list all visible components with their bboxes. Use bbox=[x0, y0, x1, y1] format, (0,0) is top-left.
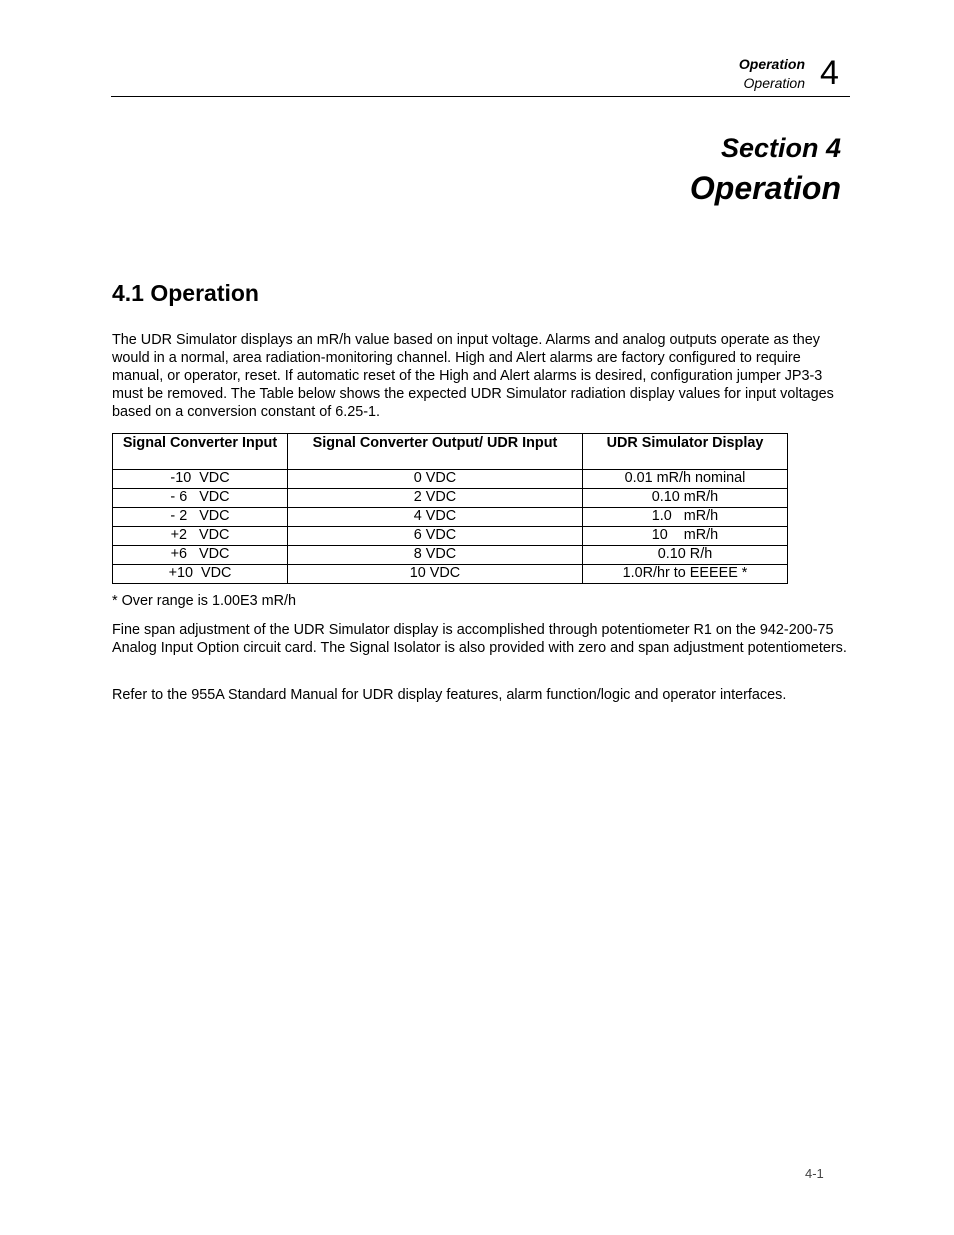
table-cell: 8 VDC bbox=[288, 546, 583, 565]
table-cell: - 6 VDC bbox=[113, 489, 288, 508]
table-header-row bbox=[113, 434, 788, 470]
section-title: Operation bbox=[689, 170, 841, 206]
table-row bbox=[113, 508, 788, 527]
table-cell: 0 VDC bbox=[288, 470, 583, 489]
table-cell: 6 VDC bbox=[288, 527, 583, 546]
table-header-cell: Signal Converter Output/ UDR Input bbox=[288, 434, 583, 470]
table-header-cell: Signal Converter Input bbox=[113, 434, 288, 470]
table-header-cell: UDR Simulator Display bbox=[583, 434, 788, 470]
running-header-section: Operation bbox=[743, 75, 805, 91]
table-cell: -10 VDC bbox=[113, 470, 288, 489]
table-row bbox=[113, 489, 788, 508]
header-rule bbox=[111, 96, 850, 97]
table-cell: +10 VDC bbox=[113, 565, 288, 584]
table-cell: 0.01 mR/h nominal bbox=[583, 470, 788, 489]
table-cell: 0.10 mR/h bbox=[583, 489, 788, 508]
table-row bbox=[113, 470, 788, 489]
table-cell: 1.0 mR/h bbox=[583, 508, 788, 527]
section-label: Section 4 bbox=[720, 133, 841, 163]
subsection-heading: 4.1 Operation bbox=[112, 280, 259, 306]
table-cell: +6 VDC bbox=[113, 546, 288, 565]
running-header-chapter: Operation bbox=[738, 56, 805, 72]
table-cell: 10 mR/h bbox=[583, 527, 788, 546]
table-cell: 1.0R/hr to EEEEE * bbox=[583, 565, 788, 584]
table-row bbox=[113, 527, 788, 546]
table-row bbox=[113, 565, 788, 584]
conversion-table bbox=[112, 433, 788, 584]
table-cell: - 2 VDC bbox=[113, 508, 288, 527]
page-number: 4-1 bbox=[805, 1166, 824, 1181]
table-cell: 4 VDC bbox=[288, 508, 583, 527]
table-row bbox=[113, 546, 788, 565]
intro-paragraph: The UDR Simulator displays an mR/h value based on input voltage. Alarms and analog outputs operate as they would in a normal, area radiation-monitoring channel. High and Alert alarms are factory configured to require manual, or operator, reset. If automatic reset of the High and Alert alarms is desired, configuration jumper JP3-3 must be removed. The Table below shows the expected UDR Simulator radiation display values for input voltages based on a conversion constant of 6.25-1. bbox=[112, 332, 834, 420]
table-cell: 0.10 R/h bbox=[583, 546, 788, 565]
span-adjustment-paragraph: Fine span adjustment of the UDR Simulator display is accomplished through potentiometer R1 on the 942-200-75 Analog Input Option circuit card. The Signal Isolator is also provided with zero and span adjustment potentiometers. bbox=[112, 622, 847, 656]
running-header-chapter-number: 4 bbox=[820, 54, 839, 92]
table-cell: 2 VDC bbox=[288, 489, 583, 508]
reference-paragraph: Refer to the 955A Standard Manual for UDR display features, alarm function/logic and operator interfaces. bbox=[112, 687, 787, 703]
table-cell: +2 VDC bbox=[113, 527, 288, 546]
table-cell: 10 VDC bbox=[288, 565, 583, 584]
over-range-note: * Over range is 1.00E3 mR/h bbox=[112, 593, 296, 609]
